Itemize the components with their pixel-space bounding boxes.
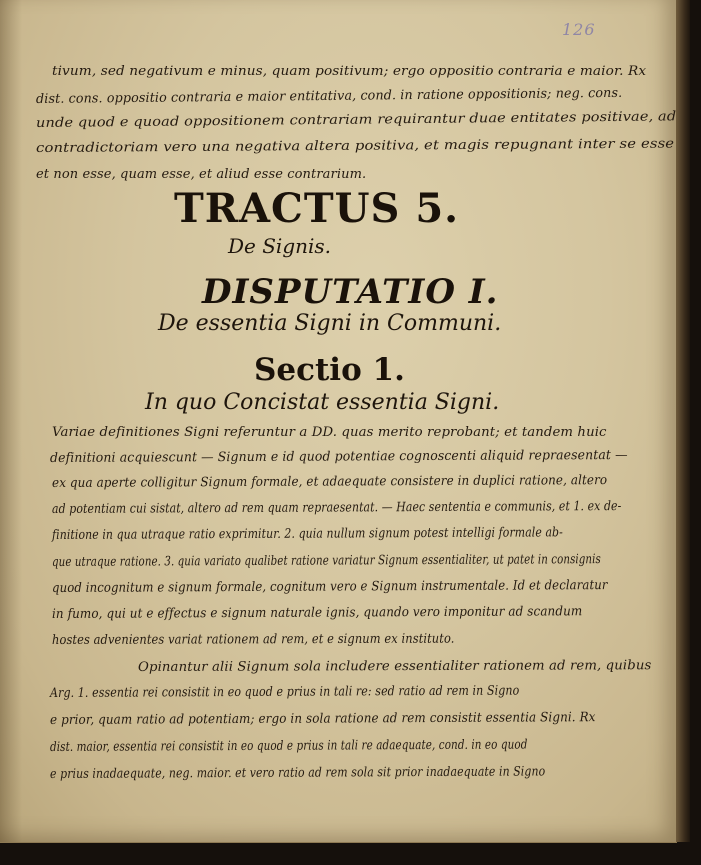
text-line: e prius inadaequate, neg. maior. et vero ratio ad rem sola sit prior inadaequate in Signo xyxy=(49,764,546,782)
text-line: quod incognitum e signum formale, cognitum vero e Signum instrumentale. Id et declaratur xyxy=(51,578,608,596)
folio-number: 126 xyxy=(562,20,596,39)
sectio-subject: In quo Concistat essentia Signi. xyxy=(145,390,500,415)
text-line: Variae definitiones Signi referuntur a DD. quas merito reprobant; et tandem huic xyxy=(52,425,607,440)
tractatus-subject: De Signis. xyxy=(228,234,332,258)
disputatio-subject: De essentia Signi in Communi. xyxy=(158,311,502,336)
text-line: ad potentiam cui sistat, altero ad rem quam repraesentat. — Haec sententia e communis, et 1. ex de- xyxy=(51,499,622,517)
text-line: tivum, sed negativum e minus, quam positivum; ergo oppositio contraria e maior. Rx xyxy=(52,64,647,79)
disputatio-title: DISPUTATIO I. xyxy=(202,272,499,312)
text-line: e prior, quam ratio ad potentiam; ergo in sola ratione ad rem consistit essentia Signi. Rx xyxy=(49,710,596,728)
text-line: dist. maior, essentia rei consistit in eo quod e prius in tali re adaequate, cond. in eo quod xyxy=(49,737,528,755)
text-line: ex qua aperte colligitur Signum formale, et adaequate consistere in duplici ratione, altero xyxy=(51,473,608,491)
sectio-title: Sectio 1. xyxy=(254,352,405,388)
text-line: finitione in qua utraque ratio exprimitur. 2. quia nullum signum potest intelligi formale ab- xyxy=(51,525,563,543)
text-line: definitioni acquiescunt — Signum e id quod potentiae cognoscenti aliquid repraesentat — xyxy=(49,447,628,466)
page-edge xyxy=(676,0,690,842)
text-line: et non esse, quam esse, et aliud esse contrarium. xyxy=(36,167,367,182)
text-line: contradictoriam vero una negativa altera positiva, et magis repugnant inter se esse xyxy=(35,136,675,156)
tractatus-title: TRACTUS 5. xyxy=(174,185,460,232)
text-line: Arg. 1. essentia rei consistit in eo quod e prius in tali re: sed ratio ad rem in Signo xyxy=(49,683,520,701)
text-line: unde quod e quoad oppositionem contrariam requirantur duae entitates positivae, ad xyxy=(35,109,677,131)
text-line: dist. cons. oppositio contraria e maior entitativa, cond. in ratione oppositionis; neg. cons. xyxy=(35,85,623,107)
binding-shadow xyxy=(0,0,22,842)
text-line: que utraque ratione. 3. quia variato qualibet ratione variatur Signum essentialiter, ut patet in consignis xyxy=(51,552,601,570)
text-line: Opinantur alii Signum sola includere essentialiter rationem ad rem, quibus xyxy=(137,658,652,675)
text-line: hostes advenientes variat rationem ad rem, et e signum ex instituto. xyxy=(51,631,455,648)
text-line: in fumo, qui ut e effectus e signum naturale ignis, quando vero imponitur ad scandum xyxy=(51,604,583,622)
